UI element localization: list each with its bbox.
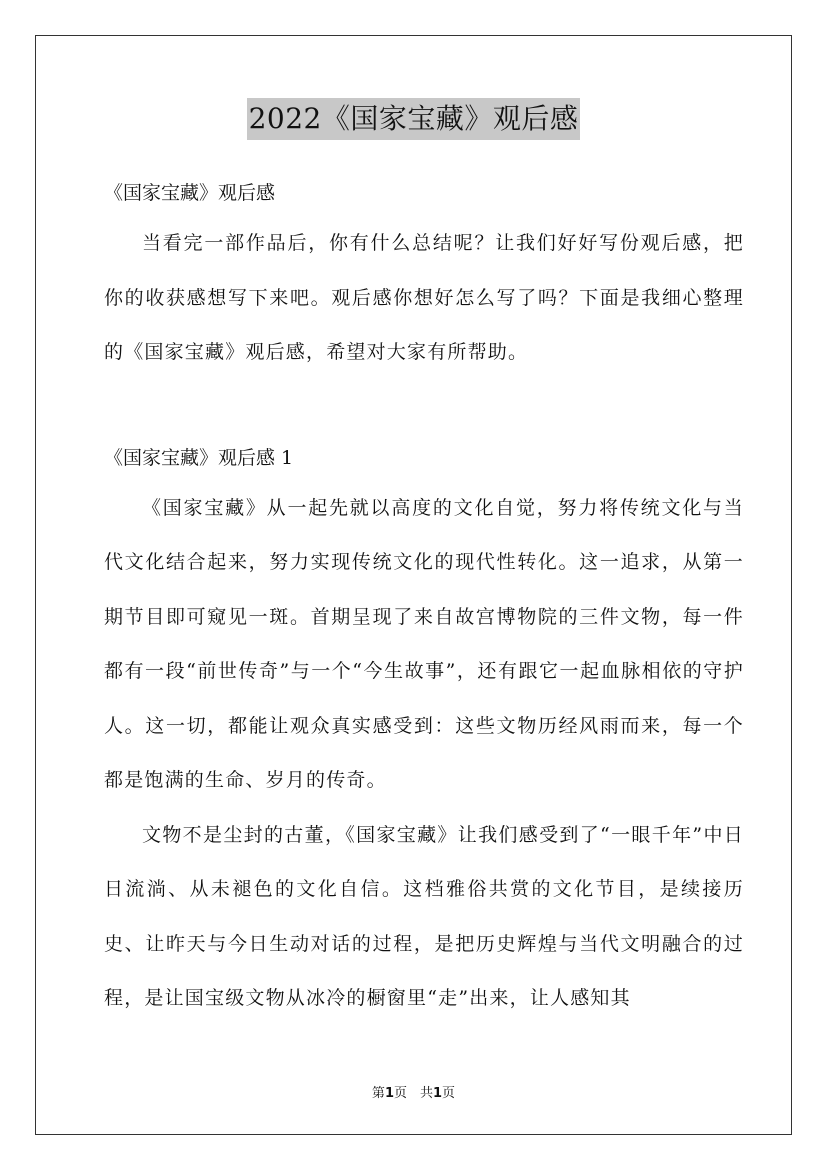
intro-heading: 《国家宝藏》观后感 [104, 182, 276, 204]
footer-page-suffix: 页 [442, 1086, 456, 1101]
section-gap [104, 380, 744, 435]
document-title: 2022《国家宝藏》观后感 [247, 98, 581, 140]
document-body [104, 170, 744, 1026]
footer-page-current: 1 [384, 1086, 394, 1101]
section1-heading: 《国家宝藏》观后感 1 [104, 446, 294, 469]
intro-paragraph: 当看完一部作品后，你有什么总结呢？让我们好好写份观后感，把你的收获感想写下来吧。观后感你想好怎么写了吗？下面是我细心整理的《国家宝藏》观后感，希望对大家有所帮助。 [104, 232, 744, 363]
footer-page-mid: 页 共 [393, 1086, 433, 1101]
footer-page-total: 1 [433, 1086, 443, 1101]
page-footer [0, 1082, 827, 1101]
section1-paragraph-2: 文物不是尘封的古董，《国家宝藏》让我们感受到了“一眼千年”中日日流淌、从未褪色的文化自信。这档雅俗共赏的文化节目，是续接历史、让昨天与今日生动对话的过程，是把历史辉煌与当代文明融合的过程，是让国宝级文物从冰冷的橱窗里“走”出来，让人感知其 [104, 823, 744, 1009]
section1-paragraph-1: 《国家宝藏》从一起先就以高度的文化自觉，努力将传统文化与当代文化结合起来，努力实现传统文化的现代性转化。这一追求，从第一期节目即可窥见一斑。首期呈现了来自故宫博物院的三件文物，每一件都有一段“前世传奇”与一个“今生故事”，还有跟它一起血脉相依的守护人。这一切，都能让观众真实感受到：这些文物历经风雨而来，每一个都是饱满的生命、岁月的传奇。 [104, 496, 744, 791]
title-container [0, 98, 827, 140]
footer-page-prefix: 第 [371, 1086, 385, 1101]
